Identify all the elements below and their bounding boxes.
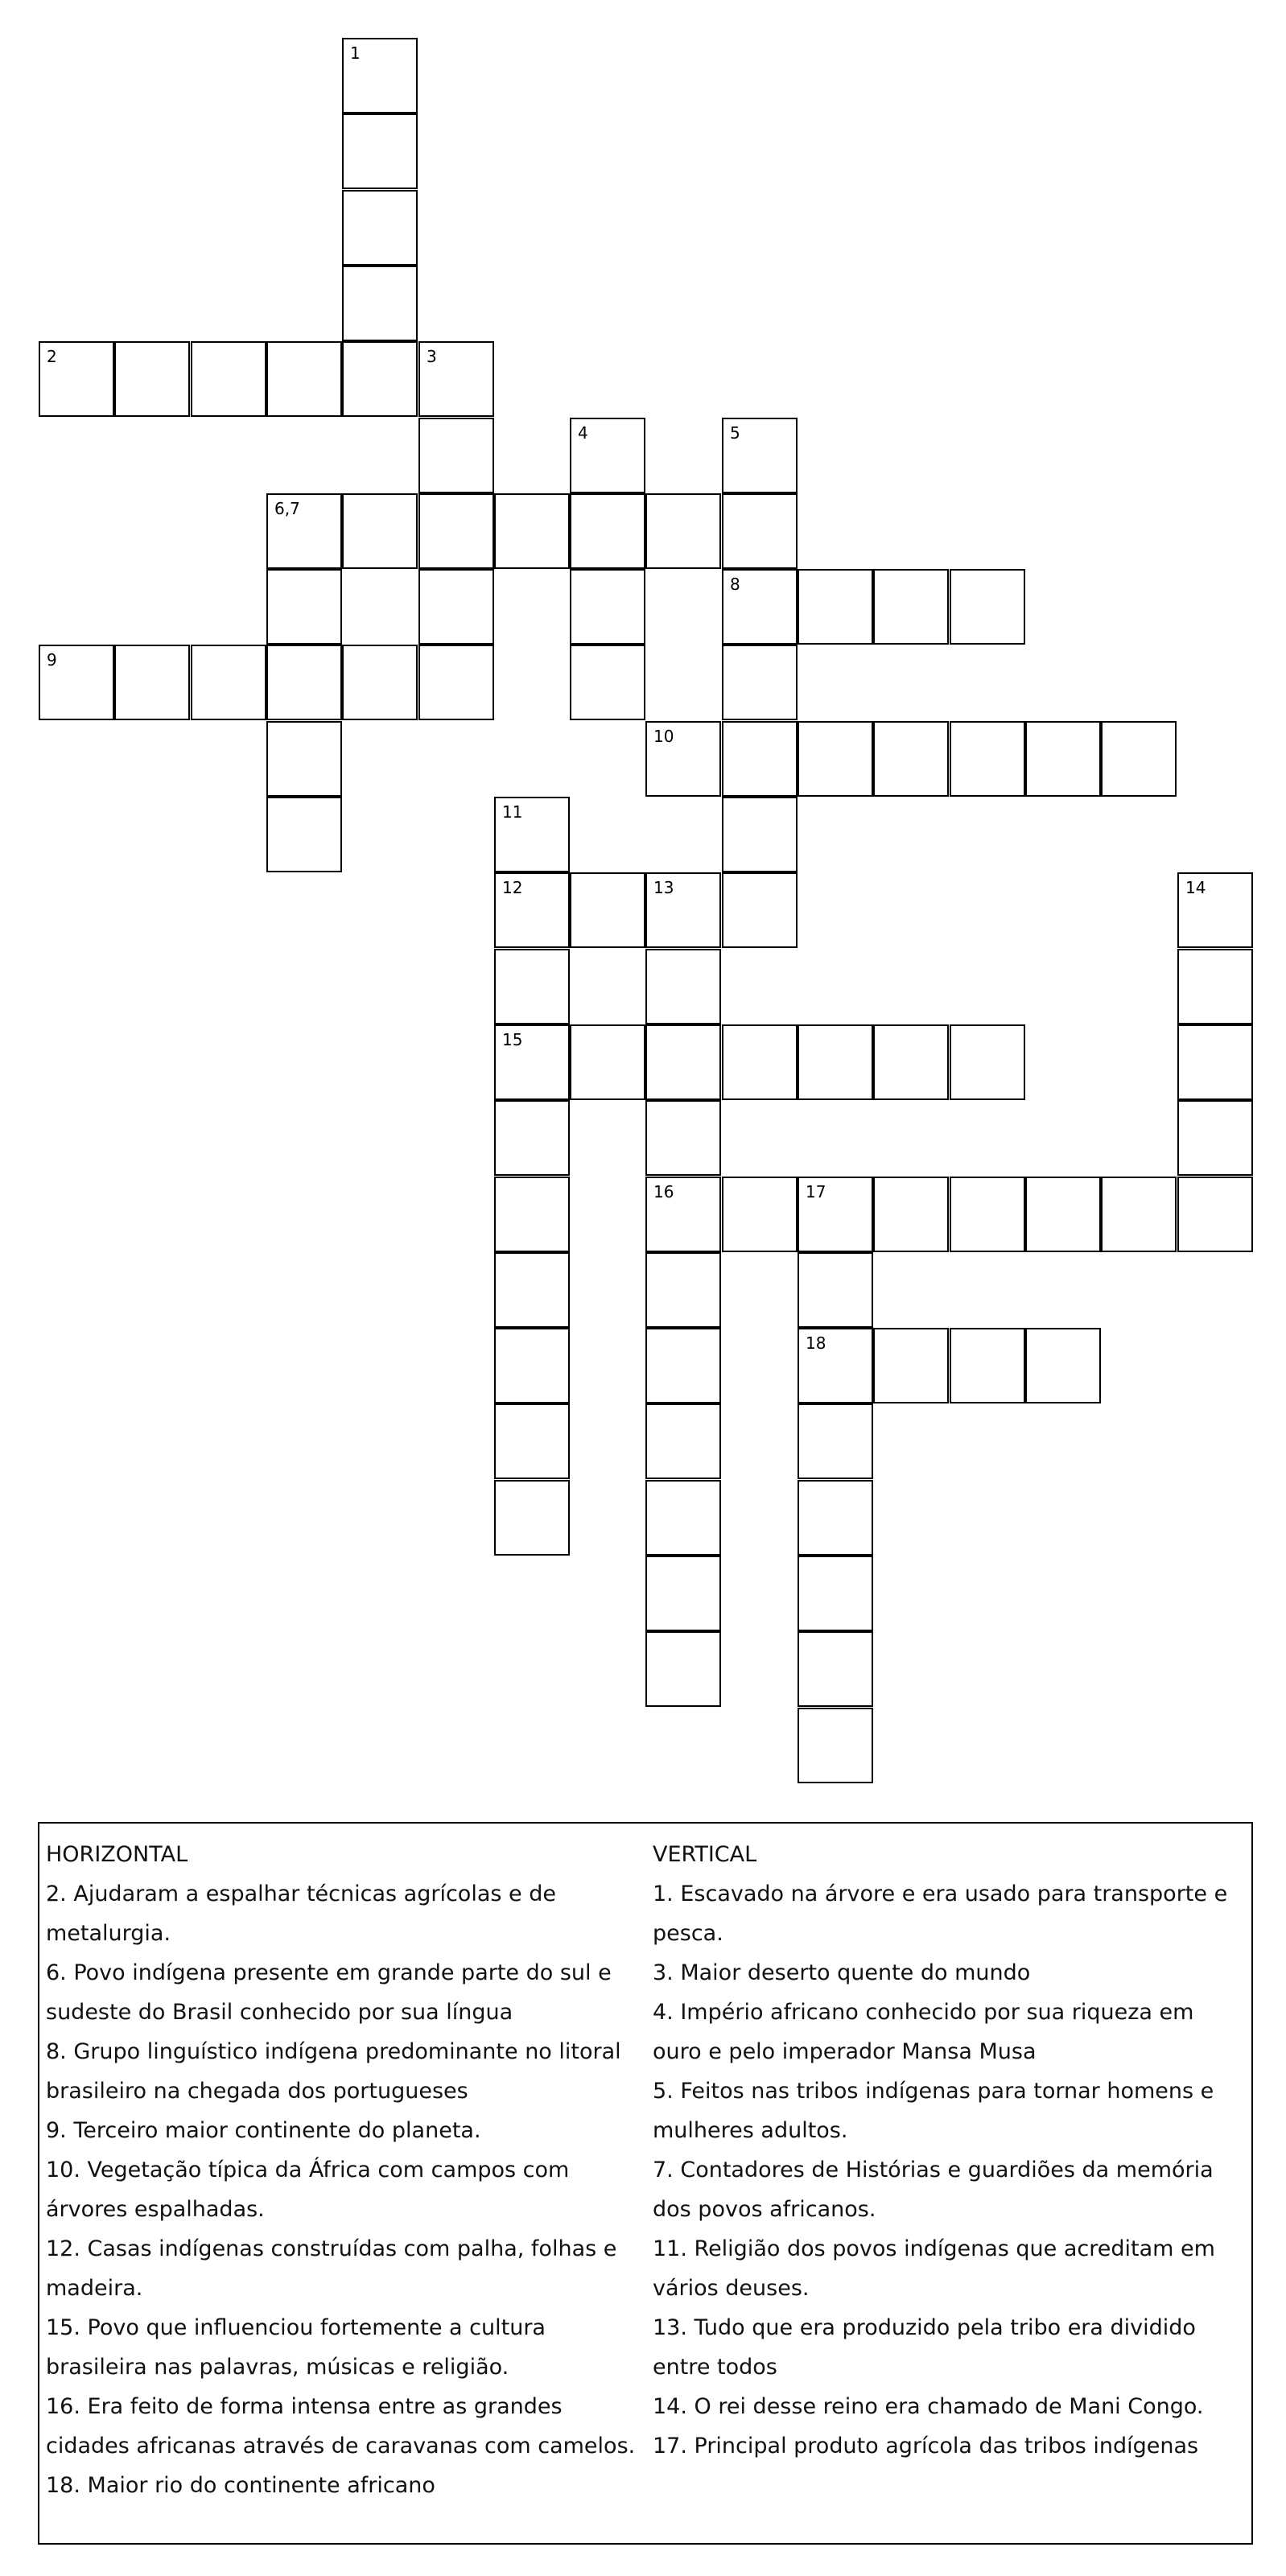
grid-cell[interactable] xyxy=(798,1631,873,1707)
grid-cell[interactable] xyxy=(722,569,798,645)
grid-cell[interactable] xyxy=(570,645,645,720)
clue-number: 9 xyxy=(47,650,57,670)
clue-number: 4 xyxy=(578,423,588,443)
grid-cell[interactable] xyxy=(645,721,721,797)
grid-cell[interactable] xyxy=(494,1100,570,1176)
grid-cell[interactable] xyxy=(494,949,570,1024)
grid-cell[interactable] xyxy=(114,645,190,720)
grid-cell[interactable] xyxy=(645,1328,721,1403)
grid-cell[interactable] xyxy=(494,1328,570,1403)
grid-cell[interactable] xyxy=(342,38,418,113)
grid-cell[interactable] xyxy=(191,341,266,417)
grid-cell[interactable] xyxy=(418,645,494,720)
grid-cell[interactable] xyxy=(494,1024,570,1100)
clue-h6: 6. Povo indígena presente em grande parte do sul e sudeste do Brasil conhecido por sua língua xyxy=(46,1960,612,2025)
grid-cell[interactable] xyxy=(645,1631,721,1707)
grid-cell[interactable] xyxy=(722,721,798,797)
grid-cell[interactable] xyxy=(645,1024,721,1100)
grid-cell[interactable] xyxy=(798,1556,873,1631)
grid-cell[interactable] xyxy=(1025,1328,1101,1403)
grid-cell[interactable] xyxy=(418,418,494,493)
grid-cell[interactable] xyxy=(950,721,1025,797)
grid-cell[interactable] xyxy=(494,493,570,569)
grid-cell[interactable] xyxy=(798,1328,873,1403)
grid-cell[interactable] xyxy=(798,1708,873,1783)
grid-cell[interactable] xyxy=(722,1177,798,1252)
clue-number: 15 xyxy=(502,1030,523,1049)
grid-cell[interactable] xyxy=(266,645,342,720)
clue-h12: 12. Casas indígenas construídas com palha, folhas e madeira. xyxy=(46,2236,617,2301)
horizontal-title: HORIZONTAL xyxy=(46,1842,188,1867)
grid-cell[interactable] xyxy=(798,1252,873,1328)
grid-cell[interactable] xyxy=(418,341,494,417)
clue-v17: 17. Principal produto agrícola das tribos indígenas xyxy=(653,2434,1199,2459)
grid-cell[interactable] xyxy=(722,797,798,872)
grid-cell[interactable] xyxy=(266,721,342,797)
grid-cell[interactable] xyxy=(1177,1024,1253,1100)
grid-cell[interactable] xyxy=(645,872,721,948)
grid-cell[interactable] xyxy=(342,645,418,720)
clue-number: 17 xyxy=(806,1182,826,1201)
grid-cell[interactable] xyxy=(39,645,114,720)
grid-cell[interactable] xyxy=(722,872,798,948)
clue-h10: 10. Vegetação típica da África com campos com árvores espalhadas. xyxy=(46,2158,570,2222)
grid-cell[interactable] xyxy=(494,1403,570,1479)
clue-number: 12 xyxy=(502,878,523,897)
grid-cell[interactable] xyxy=(570,569,645,645)
grid-cell[interactable] xyxy=(798,1177,873,1252)
grid-cell[interactable] xyxy=(342,190,418,266)
clue-v5: 5. Feitos nas tribos indígenas para tornar homens e mulheres adultos. xyxy=(653,2079,1214,2143)
grid-cell[interactable] xyxy=(722,1024,798,1100)
clue-h15: 15. Povo que influenciou fortemente a cultura brasileira nas palavras, músicas e religião. xyxy=(46,2315,546,2380)
grid-cell[interactable] xyxy=(1101,721,1177,797)
grid-cell[interactable] xyxy=(645,1480,721,1556)
vertical-title: VERTICAL xyxy=(653,1842,757,1867)
grid-cell[interactable] xyxy=(494,1177,570,1252)
grid-cell[interactable] xyxy=(798,1024,873,1100)
grid-cell[interactable] xyxy=(950,1177,1025,1252)
grid-cell[interactable] xyxy=(114,341,190,417)
grid-cell[interactable] xyxy=(1025,721,1101,797)
clue-v14: 14. O rei desse reino era chamado de Mani Congo. xyxy=(653,2394,1204,2419)
clue-number: 5 xyxy=(730,423,740,443)
clue-number: 6,7 xyxy=(274,499,300,518)
clue-v7: 7. Contadores de Histórias e guardiões da memória dos povos africanos. xyxy=(653,2158,1214,2222)
clue-h18: 18. Maior rio do continente africano xyxy=(46,2473,435,2498)
clue-number: 8 xyxy=(730,575,740,594)
grid-cell[interactable] xyxy=(1025,1177,1101,1252)
grid-cell[interactable] xyxy=(494,797,570,872)
clue-number: 2 xyxy=(47,347,57,366)
grid-cell[interactable] xyxy=(570,872,645,948)
grid-cell[interactable] xyxy=(1177,1100,1253,1176)
grid-cell[interactable] xyxy=(645,1252,721,1328)
vertical-clues xyxy=(653,1835,1248,2466)
grid-cell[interactable] xyxy=(873,1024,949,1100)
grid-cell[interactable] xyxy=(873,569,949,645)
grid-cell[interactable] xyxy=(1101,1177,1177,1252)
clue-h9: 9. Terceiro maior continente do planeta. xyxy=(46,2118,481,2143)
clue-number: 14 xyxy=(1185,878,1206,897)
grid-cell[interactable] xyxy=(950,1024,1025,1100)
grid-cell[interactable] xyxy=(1177,872,1253,948)
grid-cell[interactable] xyxy=(342,341,418,417)
grid-cell[interactable] xyxy=(645,1100,721,1176)
grid-cell[interactable] xyxy=(873,1328,949,1403)
clue-number: 1 xyxy=(350,43,361,63)
clue-v13: 13. Tudo que era produzido pela tribo era dividido entre todos xyxy=(653,2315,1196,2380)
grid-cell[interactable] xyxy=(418,493,494,569)
grid-cell[interactable] xyxy=(645,1403,721,1479)
grid-cell[interactable] xyxy=(798,721,873,797)
clue-number: 3 xyxy=(427,347,437,366)
grid-cell[interactable] xyxy=(342,266,418,341)
horizontal-clues xyxy=(46,1835,641,2505)
grid-cell[interactable] xyxy=(191,645,266,720)
grid-cell[interactable] xyxy=(873,721,949,797)
grid-cell[interactable] xyxy=(645,949,721,1024)
clue-number: 18 xyxy=(806,1333,826,1353)
grid-cell[interactable] xyxy=(494,1252,570,1328)
grid-cell[interactable] xyxy=(645,493,721,569)
grid-cell[interactable] xyxy=(266,341,342,417)
grid-cell[interactable] xyxy=(266,797,342,872)
grid-cell[interactable] xyxy=(722,493,798,569)
grid-cell[interactable] xyxy=(1177,949,1253,1024)
grid-cell[interactable] xyxy=(570,418,645,493)
grid-cell[interactable] xyxy=(266,493,342,569)
grid-cell[interactable] xyxy=(645,1177,721,1252)
clue-v11: 11. Religião dos povos indígenas que acreditam em vários deuses. xyxy=(653,2236,1215,2301)
grid-cell[interactable] xyxy=(342,493,418,569)
clue-h16: 16. Era feito de forma intensa entre as grandes cidades africanas através de caravanas com camelos. xyxy=(46,2394,636,2459)
grid-cell[interactable] xyxy=(798,1480,873,1556)
grid-cell[interactable] xyxy=(494,872,570,948)
grid-cell[interactable] xyxy=(722,645,798,720)
clue-v4: 4. Império africano conhecido por sua riqueza em ouro e pelo imperador Mansa Musa xyxy=(653,2000,1194,2064)
grid-cell[interactable] xyxy=(798,1403,873,1479)
grid-cell[interactable] xyxy=(950,569,1025,645)
grid-cell[interactable] xyxy=(570,1024,645,1100)
clue-number: 10 xyxy=(653,727,674,746)
grid-cell[interactable] xyxy=(798,569,873,645)
clue-number: 11 xyxy=(502,802,523,822)
grid-cell[interactable] xyxy=(1177,1177,1253,1252)
grid-cell[interactable] xyxy=(950,1328,1025,1403)
grid-cell[interactable] xyxy=(570,493,645,569)
grid-cell[interactable] xyxy=(645,1556,721,1631)
clue-number: 13 xyxy=(653,878,674,897)
grid-cell[interactable] xyxy=(494,1480,570,1556)
clue-h8: 8. Grupo linguístico indígena predominante no litoral brasileiro na chegada dos portugueses xyxy=(46,2039,621,2104)
clue-h2: 2. Ajudaram a espalhar técnicas agrícolas e de metalurgia. xyxy=(46,1882,556,1946)
grid-cell[interactable] xyxy=(266,569,342,645)
grid-cell[interactable] xyxy=(873,1177,949,1252)
grid-cell[interactable] xyxy=(722,418,798,493)
clue-v3: 3. Maior deserto quente do mundo xyxy=(653,1960,1031,1985)
clues-box xyxy=(38,1822,1253,2545)
grid-cell[interactable] xyxy=(39,341,114,417)
clue-number: 16 xyxy=(653,1182,674,1201)
grid-cell[interactable] xyxy=(342,113,418,189)
grid-cell[interactable] xyxy=(418,569,494,645)
clue-v1: 1. Escavado na árvore e era usado para transporte e pesca. xyxy=(653,1882,1228,1946)
